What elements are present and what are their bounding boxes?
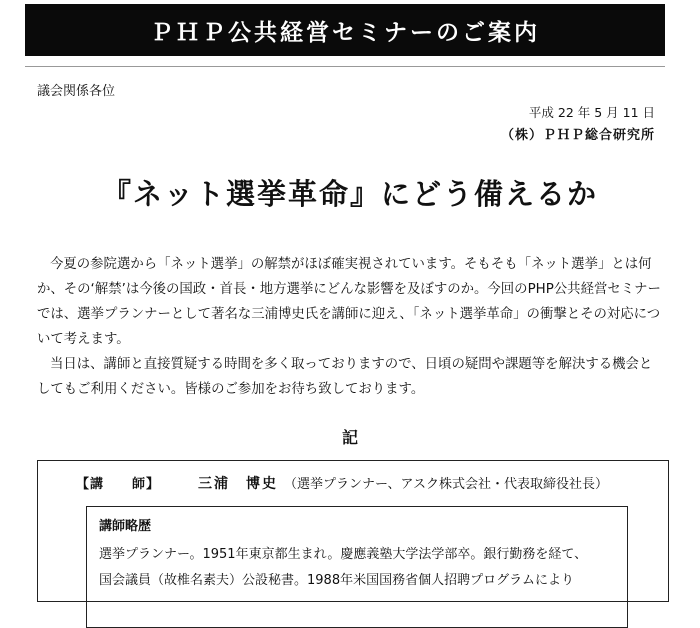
document-title: 『ネット選挙革命』にどう備えるか — [101, 177, 598, 211]
lecturer-row — [76, 473, 608, 493]
organization-name: （株）ＰＨＰ総合研究所 — [500, 128, 655, 143]
body-paragraph-2: 当日は、講師と直接質疑する時間を多く取っておりますので、日頃の疑問や課題等を解決する機会としてもご利用ください。皆様のご参加をお待ち致しております。 — [37, 357, 653, 397]
body-paragraph-1: 今夏の参院選から「ネット選挙」の解禁がほぼ確実視されています。そもそも「ネット選挙」とは何か、その‘解禁’は今後の国政・首長・地方選挙にどんな影響を及ぼすのか。今回のPHP公共経営セミナーでは、選挙プランナーとして著名な三浦博史氏を講師に迎え、「ネット選挙革命」の衝撃とその対応について考えます。 — [37, 257, 661, 347]
letter-body — [37, 252, 662, 402]
seminar-banner — [25, 4, 665, 56]
bio-line-2: 国会議員（故椎名素夫）公設秘書。1988年米国国務省個人招聘プログラムにより — [99, 573, 574, 588]
bio-line-1: 選挙プランナー。1951年東京都生まれ。慶應義塾大学法学部卒。銀行勤務を経て、 — [99, 547, 588, 562]
lecturer-affiliation: （選挙プランナー、アスク株式会社・代表取締役社長） — [284, 477, 608, 492]
lecturer-name: 三浦 博史 — [198, 476, 279, 492]
lecturer-label: 【講 師】 — [76, 477, 161, 492]
banner-title: ＰＨＰ公共経営セミナーのご案内 — [150, 19, 540, 46]
header-divider — [25, 66, 665, 67]
bio-heading: 講師略歴 — [99, 519, 152, 534]
letter-date: 平成 22 年 5 月 11 日 — [528, 105, 655, 120]
addressee: 議会関係各位 — [37, 84, 116, 99]
details-box — [37, 460, 669, 602]
lecturer-bio-box — [86, 506, 628, 628]
notice-mark: 記 — [341, 428, 358, 447]
